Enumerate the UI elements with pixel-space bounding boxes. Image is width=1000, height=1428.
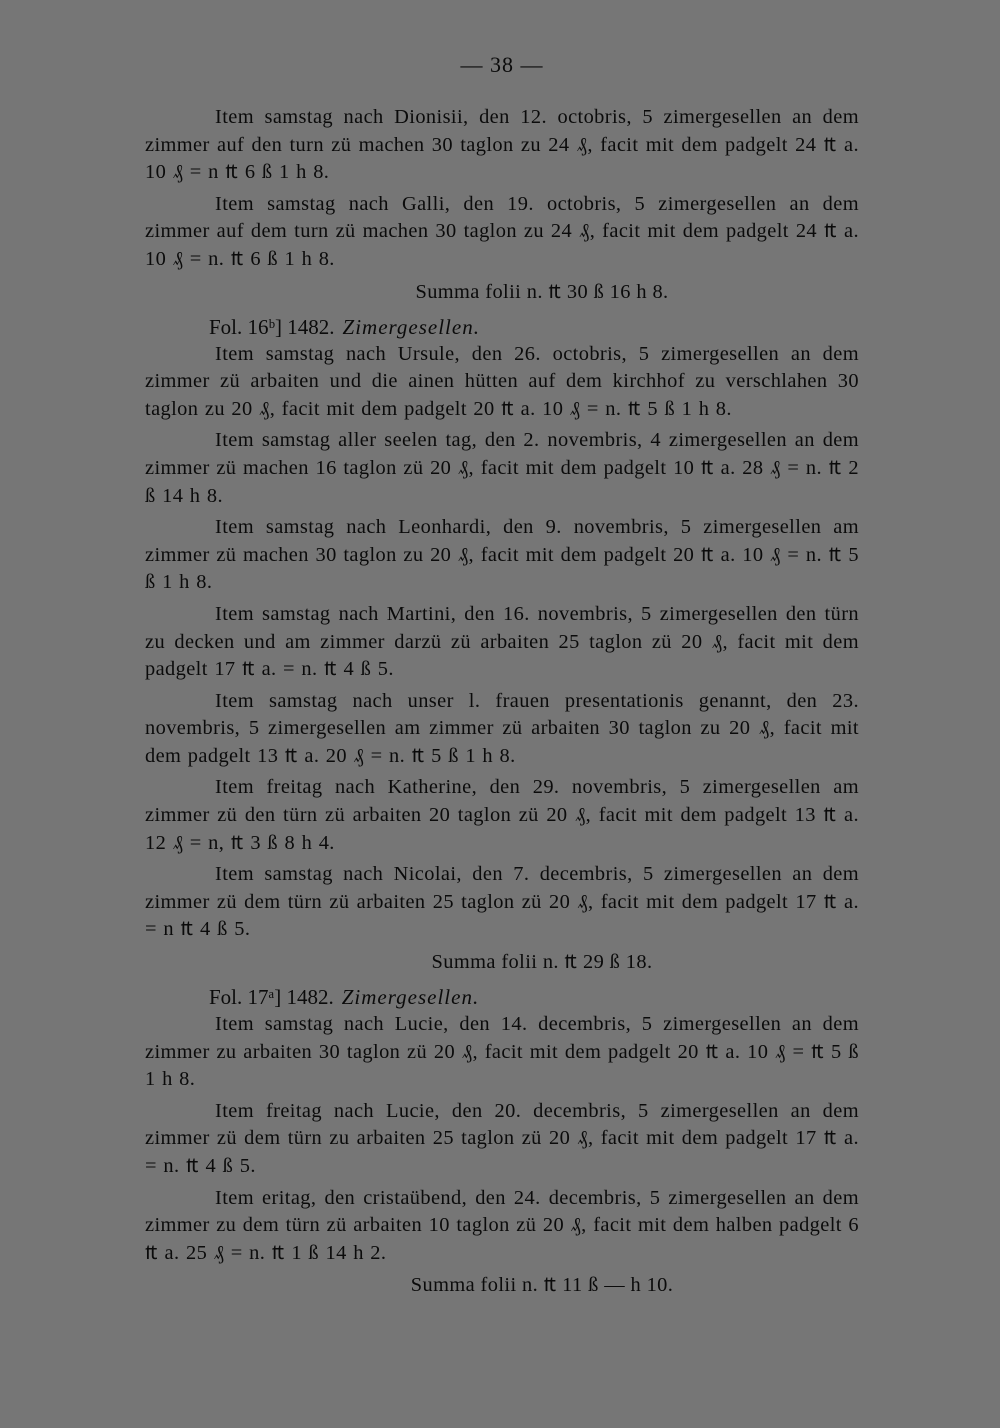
summa-folii: Summa folii n. ₶ 11 ß — h 10.	[410, 1274, 674, 1297]
entry-lucie-samstag: Item samstag nach Lucie, den 14. decembris, 5 zimergesellen an dem zimmer zu arbaiten 30 taglon zü 20 ₰, facit mit dem padgelt 20 ₶ a. 10 ₰ = ₶ 5 ß 1 h 8.	[145, 1013, 859, 1091]
summa-folii: Summa folii n. ₶ 29 ß 18.	[431, 951, 653, 974]
entry-galli: Item samstag nach Galli, den 19. octobris, 5 zimergesellen an dem zimmer auf dem turn zü machen 30 taglon zu 24 ₰, facit mit dem padgelt 24 ₶ a. 10 ₰ = n. ₶ 6 ß 1 h 8.	[145, 192, 859, 270]
entry-nicolai: Item samstag nach Nicolai, den 7. decembris, 5 zimergesellen an dem zimmer zü dem türn zü arbaiten 25 taglon zü 20 ₰, facit mit dem padgelt 17 ₶ a. = n ₶ 4 ß 5.	[145, 863, 859, 941]
section-title: Zimergesellen.	[342, 314, 480, 339]
entry-aller-seelen: Item samstag aller seelen tag, den 2. novembris, 4 zimergesellen an dem zimmer zü machen 16 taglon zü 20 ₰, facit mit dem padgelt 10 ₶ a. 28 ₰ = n. ₶ 2 ß 14 h 8.	[145, 429, 859, 507]
entry-martini: Item samstag nach Martini, den 16. novembris, 5 zimergesellen den türn zu decken und am zimmer darzü zü arbaiten 25 taglon zü 20 ₰, facit mit dem padgelt 17 ₶ a. = n. ₶ 4 ß 5.	[145, 602, 859, 681]
entry-katherine: Item freitag nach Katherine, den 29. novembris, 5 zimergesellen am zimmer zü den türn zü arbaiten 20 taglon zü 20 ₰, facit mit dem padgelt 13 ₶ a. 12 ₰ = n, ₶ 3 ß 8 h 4.	[145, 776, 859, 854]
entry-leonhardi: Item samstag nach Leonhardi, den 9. novembris, 5 zimergesellen am zimmer zü machen 30 taglon zu 20 ₰, facit mit dem padgelt 20 ₶ a. 10 ₰ = n. ₶ 5 ß 1 h 8.	[145, 516, 859, 594]
section-title: Zimergesellen.	[341, 985, 480, 1010]
folio-label: Fol. 16ᵇ] 1482.	[209, 314, 335, 339]
entry-cristaubend: Item eritag, den cristaübend, den 24. decembris, 5 zimergesellen an dem zimmer zu dem türn zü arbaiten 10 taglon zü 20 ₰, facit mit dem halben padgelt 6 ₶ a. 25 ₰ = n. ₶ 1 ß 14 h 2.	[145, 1186, 859, 1264]
page-number: — 38 —	[460, 52, 544, 77]
entry-lucie-freitag: Item freitag nach Lucie, den 20. decembris, 5 zimergesellen an dem zimmer zü dem türn zu arbaiten 25 taglon zü 20 ₰, facit mit dem padgelt 17 ₶ a. = n. ₶ 4 ß 5.	[145, 1099, 859, 1177]
section-header-fol-17a	[209, 984, 859, 1011]
section-header-fol-16b	[209, 314, 859, 341]
folio-label: Fol. 17ᵃ] 1482.	[209, 985, 334, 1010]
entry-presentationis: Item samstag nach unser l. frauen presentationis genannt, den 23. novembris, 5 zimergesellen am zimmer zü arbaiten 30 taglon zu 20 ₰, facit mit dem padgelt 13 ₶ a. 20 ₰ = n. ₶ 5 ß 1 h 8.	[145, 689, 859, 767]
entry-dionisii: Item samstag nach Dionisii, den 12. octobris, 5 zimergesellen an dem zimmer auf den turn zü machen 30 taglon zu 24 ₰, facit mit dem padgelt 24 ₶ a. 10 ₰ = n ₶ 6 ß 1 h 8.	[145, 106, 859, 184]
summa-folii: Summa folii n. ₶ 30 ß 16 h 8.	[415, 280, 669, 303]
entry-ursule: Item samstag nach Ursule, den 26. octobris, 5 zimergesellen an dem zimmer zü arbaiten und die ainen hütten auf dem kirchhof zu verschlahen 30 taglon zu 20 ₰, facit mit dem padgelt 20 ₶ a. 10 ₰ = n. ₶ 5 ß 1 h 8.	[145, 342, 859, 420]
document-page	[145, 52, 859, 1307]
